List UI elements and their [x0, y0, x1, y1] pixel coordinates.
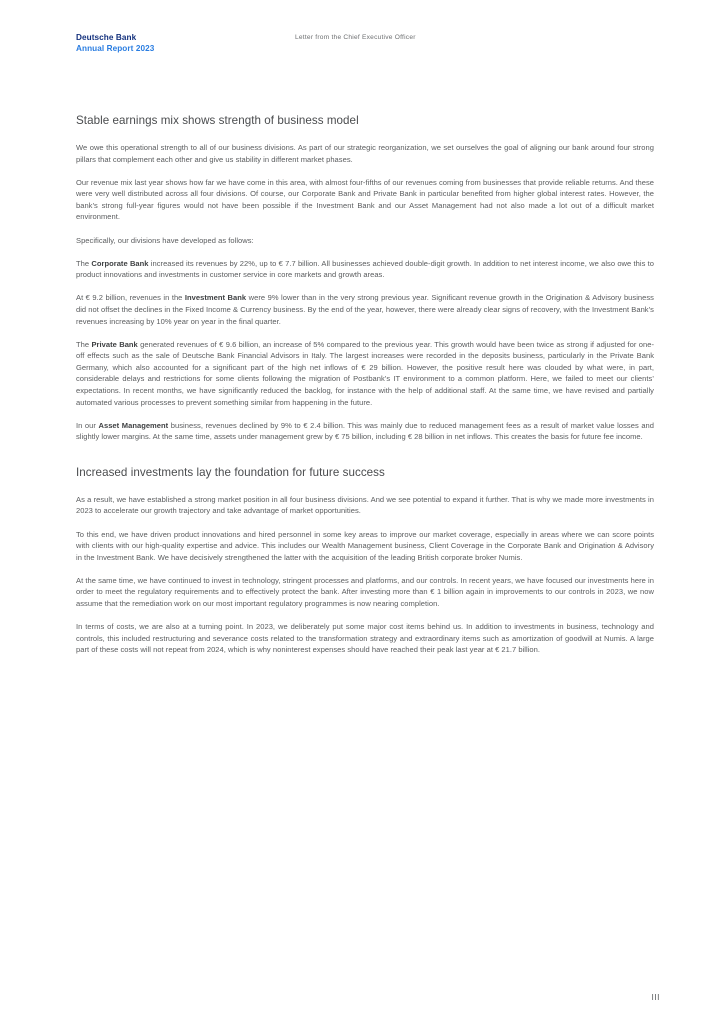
paragraph-text: were 9% lower than in the very strong previous year. Significant revenue growth in the Origination & Advisory business did not offset the declines in the Fixed Income & Currency business. By the end of the year, however, there were already clear signs of recovery, with the Investment Bank’s revenues increasing by 10% year on year in the final quarter. — [76, 293, 654, 326]
section-heading-stable-earnings: Stable earnings mix shows strength of business model — [76, 114, 359, 127]
paragraph — [76, 177, 654, 223]
section-body-increased-investments — [76, 494, 654, 656]
paragraph-text: The — [76, 258, 92, 268]
paragraph-text: To this end, we have driven product innovations and hired personnel in some key areas to improve our market coverage, especially in areas where we can score points with clients with our high-quality expertise and advice. This includes our Wealth Management business, Client Coverage in the Corporate Bank and Origination & Advisory in the Investment Bank. We have decisively strengthened the latter with the acquisition of the leading British corporate broker Numis. — [76, 529, 654, 562]
paragraph — [76, 621, 654, 656]
paragraph-text: generated revenues of € 9.6 billion, an increase of 5% compared to the previous year. This growth would have been twice as strong if adjusted for one-off effects such as the sale of Deutsche Bank Financial Advisors in Italy. The largest increases were recorded in the deposits business, particularly in the Private Bank Germany, which also accounted for a significant part of the high net inflows of € 29 billion. However, the positive result here was clouded by what were, in part, considerable delays and restrictions for some clients following the migration of Postbank’s IT environment to a common platform. Here, we failed to meet our clients’ expectations. In recent months, we have significantly reduced the backlog, for instance with the help of additional staff. At the same time, we have revised and partially automated various processes to prevent something similar from happening in the future. — [76, 339, 654, 407]
paragraph-private-bank — [76, 339, 654, 409]
section-body-stable-earnings — [76, 142, 654, 443]
document-body — [76, 114, 654, 656]
header-chapter-title: Letter from the Chief Executive Officer — [295, 34, 416, 41]
paragraph-text: Our revenue mix last year shows how far we have come in this area, with almost four-fifths of our revenues coming from businesses that provide reliable returns. And these were very well distributed across all four divisions. Of course, our Corporate Bank and Private Bank in particular benefited from higher global interest rates. However, the bank’s strong full-year figures would not have been possible if the Investment Bank and our Asset Management had not also made a lot out of a difficult market environment. — [76, 177, 654, 222]
paragraph — [76, 529, 654, 564]
paragraph-text: The — [76, 339, 92, 349]
paragraph-corporate-bank — [76, 258, 654, 281]
paragraph-text: increased its revenues by 22%, up to € 7.7 billion. All businesses achieved double-digit growth. In addition to net interest income, we also owe this to product innovations and investments in customer service in core markets and growth areas. — [76, 258, 654, 280]
paragraph-text: In terms of costs, we are also at a turning point. In 2023, we deliberately put some major cost items behind us. In addition to investments in business, technology and controls, this included restructuring and severance costs related to the transformation strategy and extraordinary items such as amortization of goodwill at Numis. A large part of these costs will not repeat from 2024, which is why noninterest expenses should have reached their peak last year at € 21.7 billion. — [76, 622, 654, 655]
division-name-investment-bank: Investment Bank — [184, 293, 247, 303]
paragraph-text: We owe this operational strength to all of our business divisions. As part of our strategic reorganization, we set ourselves the goal of aligning our bank around four strong pillars that complement each other and give us stability in different market phases. — [76, 143, 654, 164]
paragraph — [76, 142, 654, 165]
division-name-private-bank: Private Bank — [91, 339, 138, 349]
paragraph — [76, 575, 654, 610]
division-name-asset-management: Asset Management — [98, 420, 169, 430]
paragraph-text: As a result, we have established a strong market position in all four business divisions. And we see potential to expand it further. That is why we made more investments in 2023 to accelerate our growth trajectory and take advantage of market opportunities. — [76, 494, 654, 516]
paragraph-text: business, revenues declined by 9% to € 2.4 billion. This was mainly due to reduced management fees as a result of market value losses and slightly lower margins. At the same time, assets under management grew by € 75 billion, including € 28 billion in net inflows. This creates the basis for future fee income. — [76, 420, 655, 442]
paragraph-text: In our — [76, 420, 99, 430]
paragraph-text: Specifically, our divisions have developed as follows: — [76, 235, 254, 245]
page-number: III — [651, 992, 660, 1002]
paragraph-asset-management — [76, 420, 654, 443]
paragraph-investment-bank — [76, 292, 654, 327]
brand-report-title: Annual Report 2023 — [76, 43, 155, 53]
paragraph — [76, 494, 654, 517]
brand-logotype — [76, 33, 154, 54]
paragraph — [76, 235, 654, 247]
section-heading-increased-investments: Increased investments lay the foundation for future success — [76, 465, 385, 479]
brand-name: Deutsche Bank — [76, 33, 137, 42]
division-name-corporate-bank: Corporate Bank — [91, 258, 149, 268]
running-header — [0, 33, 724, 59]
paragraph-text: At the same time, we have continued to invest in technology, stringent processes and platforms, and our controls. In recent years, we have focused our investments here in order to meet the regulatory requirements and to effectively protect the bank. After investing more than € 1 billion again in improvements to our controls in 2023, we now assume that the remediation work on our most important regulatory programmes is now nearing completion. — [76, 575, 654, 609]
paragraph-text: At € 9.2 billion, revenues in the — [76, 293, 185, 303]
